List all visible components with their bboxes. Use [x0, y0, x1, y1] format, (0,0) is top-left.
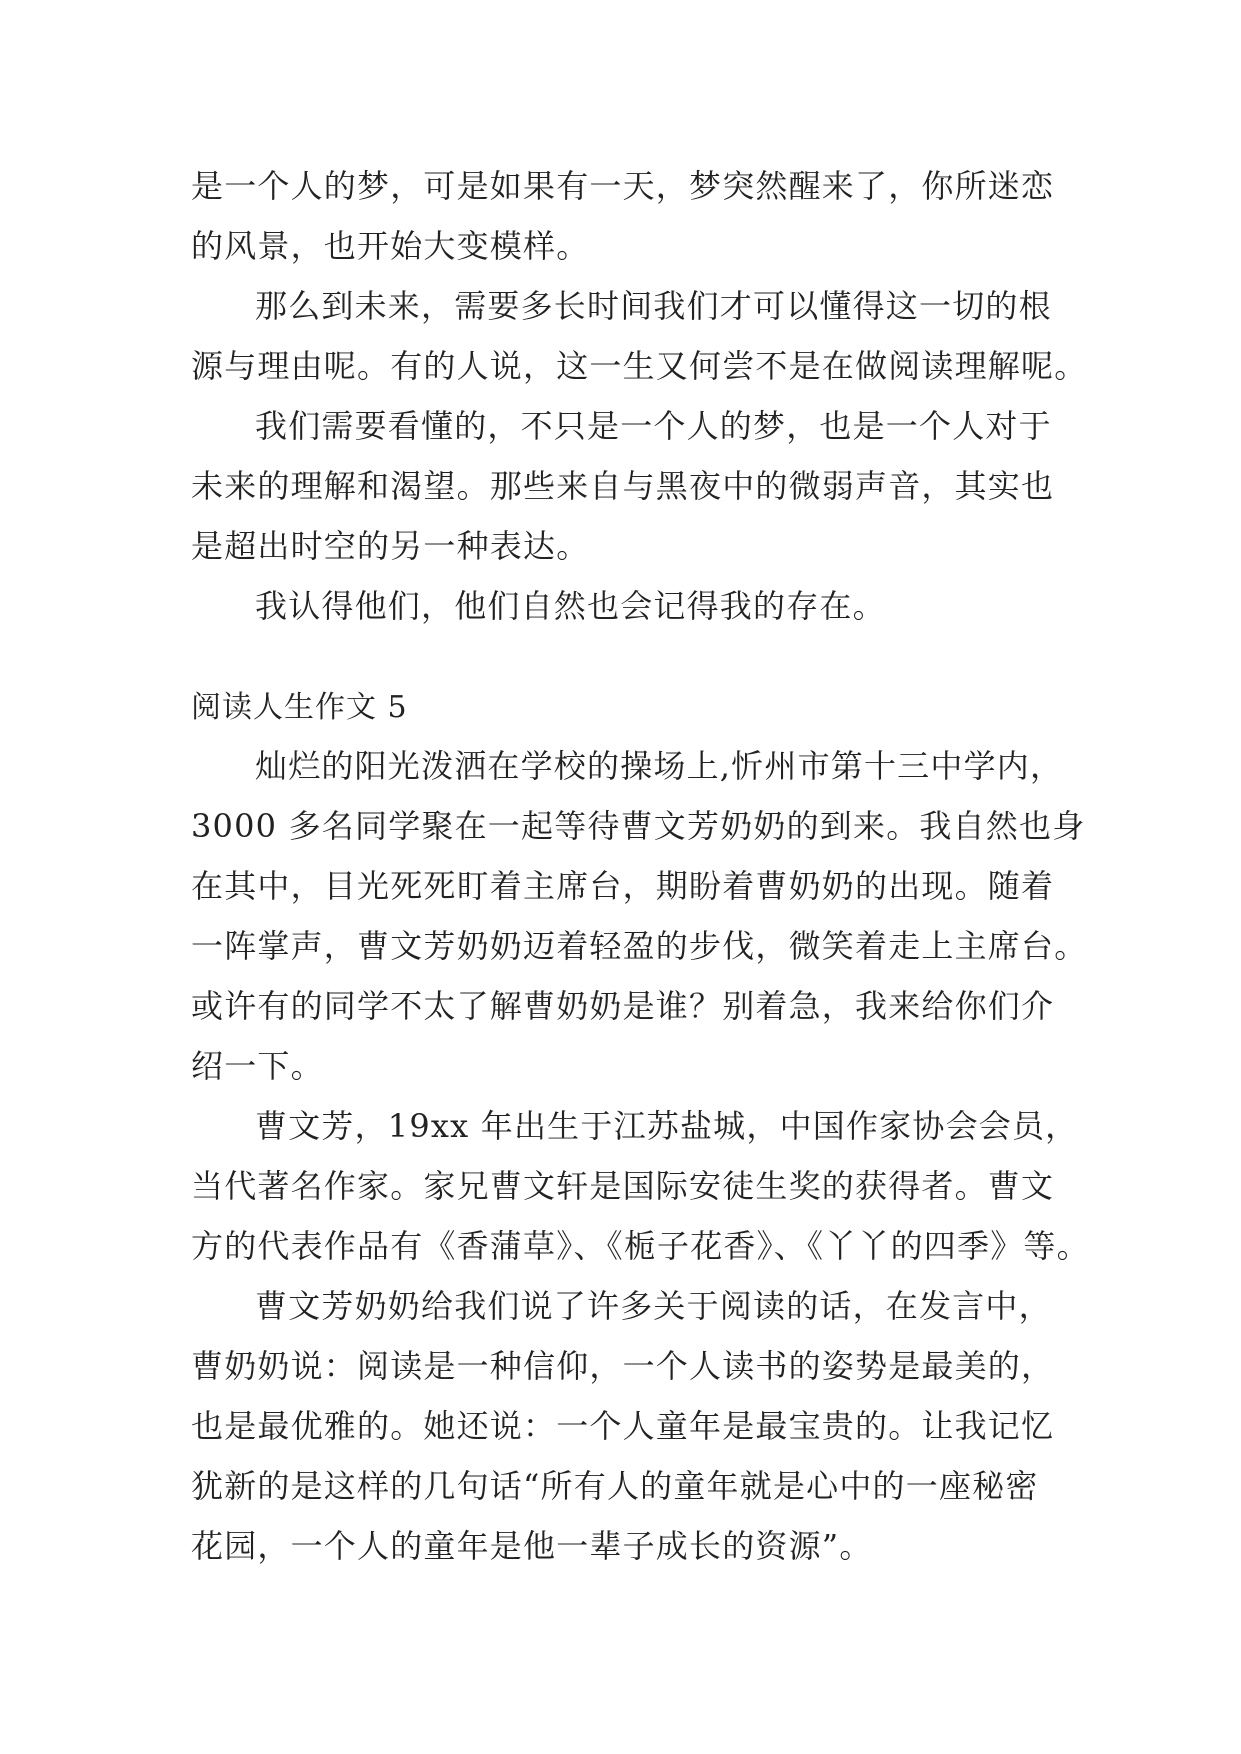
paragraph-line: 我们需要看懂的，不只是一个人的梦，也是一个人对于	[255, 407, 1052, 445]
paragraph-line: 是一个人的梦，可是如果有一天，梦突然醒来了，你所迷恋	[191, 167, 1055, 205]
paragraph-line: 一阵掌声，曹文芳奶奶迈着轻盈的步伐，微笑着走上主席台。	[191, 927, 1088, 965]
paragraph-line: 未来的理解和渴望。那些来自与黑夜中的微弱声音，其实也	[191, 467, 1055, 505]
paragraph-line: 在其中，目光死死盯着主席台，期盼着曹奶奶的出现。随着	[191, 867, 1055, 905]
paragraph-line: 花园，一个人的童年是他一辈子成长的资源”。	[191, 1527, 873, 1565]
paragraph-line: 方的代表作品有《香蒲草》、《栀子花香》、《丫丫的四季》等。	[191, 1227, 1090, 1265]
paragraph-line: 的风景，也开始大变模样。	[191, 227, 590, 265]
section-heading: 阅读人生作文 5	[191, 690, 408, 725]
paragraph-line: 3000 多名同学聚在一起等待曹文芳奶奶的到来。我自然也身	[191, 807, 1086, 845]
paragraph-line: 曹文芳奶奶给我们说了许多关于阅读的话，在发言中，	[255, 1287, 1052, 1325]
paragraph-line: 曹奶奶说：阅读是一种信仰，一个人读书的姿势是最美的，	[191, 1347, 1055, 1385]
paragraph-line: 那么到未来，需要多长时间我们才可以懂得这一切的根	[255, 287, 1052, 325]
paragraph-line: 是超出时空的另一种表达。	[191, 527, 590, 565]
paragraph-line: 或许有的同学不太了解曹奶奶是谁？别着急，我来给你们介	[191, 987, 1055, 1025]
paragraph-line: 灿烂的阳光泼洒在学校的操场上,忻州市第十三中学内，	[255, 747, 1064, 785]
paragraph-line: 犹新的是这样的几句话“所有人的童年就是心中的一座秘密	[191, 1467, 1039, 1505]
paragraph-line: 绍一下。	[191, 1047, 324, 1085]
paragraph-line: 当代著名作家。家兄曹文轩是国际安徒生奖的获得者。曹文	[191, 1167, 1055, 1205]
paragraph-line: 也是最优雅的。她还说：一个人童年是最宝贵的。让我记忆	[191, 1407, 1055, 1445]
paragraph-line: 曹文芳，19xx 年出生于江苏盐城，中国作家协会会员，	[255, 1107, 1079, 1145]
paragraph-line: 我认得他们，他们自然也会记得我的存在。	[255, 587, 886, 625]
paragraph-line: 源与理由呢。有的人说，这一生又何尝不是在做阅读理解呢。	[191, 347, 1088, 385]
